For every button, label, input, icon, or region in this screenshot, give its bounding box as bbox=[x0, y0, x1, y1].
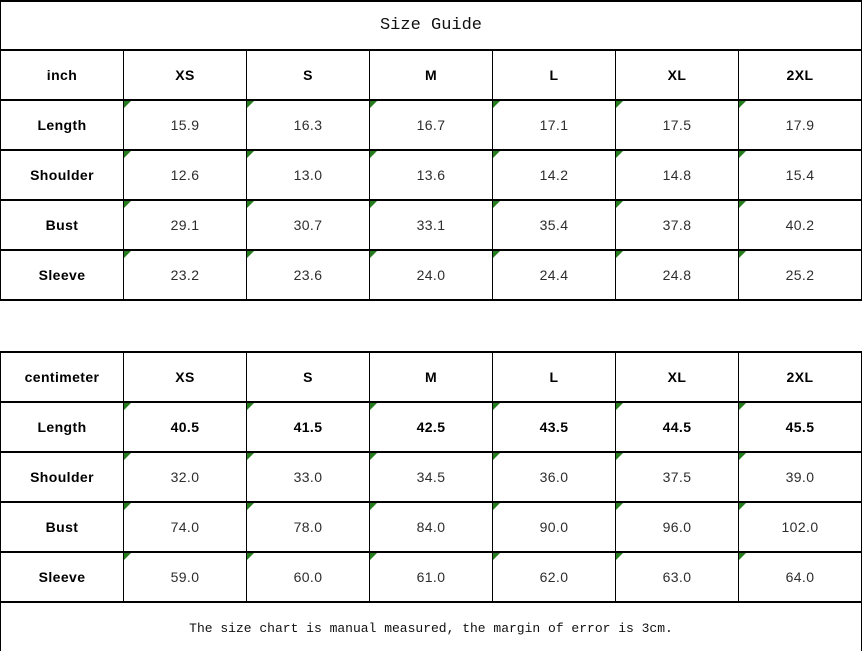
size-value-cell bbox=[739, 502, 862, 552]
size-value-cell bbox=[247, 552, 370, 602]
size-value: 63.0 bbox=[662, 569, 692, 585]
table-row bbox=[1, 452, 862, 502]
cell-corner-marker-icon bbox=[247, 251, 254, 258]
size-value: 35.4 bbox=[539, 217, 569, 233]
size-value: 32.0 bbox=[170, 469, 200, 485]
size-value-cell bbox=[370, 552, 493, 602]
size-value: 29.1 bbox=[170, 217, 200, 233]
size-value: 41.5 bbox=[293, 419, 323, 435]
size-value-cell bbox=[247, 150, 370, 200]
cell-corner-marker-icon bbox=[247, 151, 254, 158]
size-value-cell bbox=[616, 552, 739, 602]
size-value: 62.0 bbox=[539, 569, 569, 585]
cell-corner-marker-icon bbox=[493, 403, 500, 410]
size-value-cell bbox=[124, 200, 247, 250]
cell-corner-marker-icon bbox=[616, 251, 623, 258]
size-column-header: M bbox=[370, 352, 493, 402]
cell-corner-marker-icon bbox=[739, 201, 746, 208]
size-value-cell bbox=[739, 250, 862, 300]
table-header-row bbox=[1, 352, 862, 402]
cell-corner-marker-icon bbox=[247, 553, 254, 560]
size-value-cell bbox=[247, 502, 370, 552]
cell-corner-marker-icon bbox=[493, 151, 500, 158]
size-value: 33.1 bbox=[416, 217, 446, 233]
size-column-header: L bbox=[493, 50, 616, 100]
size-column-header: S bbox=[247, 352, 370, 402]
cell-corner-marker-icon bbox=[370, 453, 377, 460]
size-value: 74.0 bbox=[170, 519, 200, 535]
table-row bbox=[1, 402, 862, 452]
size-value-cell bbox=[124, 250, 247, 300]
row-label: Bust bbox=[1, 502, 124, 552]
cell-corner-marker-icon bbox=[616, 503, 623, 510]
cell-corner-marker-icon bbox=[370, 553, 377, 560]
size-value: 25.2 bbox=[785, 267, 815, 283]
row-label: Length bbox=[1, 100, 124, 150]
size-column-header: S bbox=[247, 50, 370, 100]
size-value-cell bbox=[616, 100, 739, 150]
cell-corner-marker-icon bbox=[247, 101, 254, 108]
centimeter-size-table bbox=[0, 351, 862, 603]
size-value: 60.0 bbox=[293, 569, 323, 585]
size-value: 40.2 bbox=[785, 217, 815, 233]
size-value: 44.5 bbox=[662, 419, 692, 435]
size-guide-title: Size Guide bbox=[0, 0, 862, 49]
size-value: 17.5 bbox=[662, 117, 692, 133]
size-value: 17.1 bbox=[539, 117, 569, 133]
cell-corner-marker-icon bbox=[493, 503, 500, 510]
size-value-cell bbox=[616, 452, 739, 502]
size-value-cell bbox=[124, 552, 247, 602]
cell-corner-marker-icon bbox=[370, 101, 377, 108]
size-column-header: XS bbox=[124, 50, 247, 100]
cell-corner-marker-icon bbox=[739, 151, 746, 158]
cell-corner-marker-icon bbox=[124, 251, 131, 258]
cell-corner-marker-icon bbox=[493, 201, 500, 208]
size-value-cell bbox=[124, 452, 247, 502]
size-value-cell bbox=[247, 100, 370, 150]
size-value: 39.0 bbox=[785, 469, 815, 485]
size-value: 24.4 bbox=[539, 267, 569, 283]
cell-corner-marker-icon bbox=[616, 201, 623, 208]
size-value-cell bbox=[370, 200, 493, 250]
size-value: 24.0 bbox=[416, 267, 446, 283]
size-value: 36.0 bbox=[539, 469, 569, 485]
measurement-disclaimer: The size chart is manual measured, the margin of error is 3cm. bbox=[0, 603, 862, 651]
cell-corner-marker-icon bbox=[493, 453, 500, 460]
size-value-cell bbox=[124, 100, 247, 150]
size-value: 15.4 bbox=[785, 167, 815, 183]
size-value-cell bbox=[616, 502, 739, 552]
size-value-cell bbox=[493, 402, 616, 452]
cell-corner-marker-icon bbox=[124, 201, 131, 208]
size-value-cell bbox=[247, 200, 370, 250]
size-value: 14.8 bbox=[662, 167, 692, 183]
cell-corner-marker-icon bbox=[124, 151, 131, 158]
cell-corner-marker-icon bbox=[739, 101, 746, 108]
table-row bbox=[1, 200, 862, 250]
size-value: 24.8 bbox=[662, 267, 692, 283]
cell-corner-marker-icon bbox=[616, 151, 623, 158]
cell-corner-marker-icon bbox=[124, 403, 131, 410]
size-value: 33.0 bbox=[293, 469, 323, 485]
size-value: 61.0 bbox=[416, 569, 446, 585]
size-value: 40.5 bbox=[170, 419, 200, 435]
size-value: 37.8 bbox=[662, 217, 692, 233]
size-value: 102.0 bbox=[781, 519, 819, 535]
size-column-header: XS bbox=[124, 352, 247, 402]
size-value-cell bbox=[370, 100, 493, 150]
size-value: 13.6 bbox=[416, 167, 446, 183]
size-column-header: M bbox=[370, 50, 493, 100]
row-label: Sleeve bbox=[1, 552, 124, 602]
size-value-cell bbox=[247, 452, 370, 502]
cell-corner-marker-icon bbox=[493, 553, 500, 560]
size-column-header: XL bbox=[616, 50, 739, 100]
size-value: 37.5 bbox=[662, 469, 692, 485]
size-value: 45.5 bbox=[785, 419, 815, 435]
size-value: 16.3 bbox=[293, 117, 323, 133]
size-column-header: 2XL bbox=[739, 50, 862, 100]
size-value: 12.6 bbox=[170, 167, 200, 183]
row-label: Bust bbox=[1, 200, 124, 250]
table-row bbox=[1, 552, 862, 602]
size-value-cell bbox=[370, 402, 493, 452]
cell-corner-marker-icon bbox=[493, 251, 500, 258]
cell-corner-marker-icon bbox=[247, 403, 254, 410]
cell-corner-marker-icon bbox=[124, 503, 131, 510]
cell-corner-marker-icon bbox=[247, 453, 254, 460]
size-value: 84.0 bbox=[416, 519, 446, 535]
size-value: 96.0 bbox=[662, 519, 692, 535]
size-value: 13.0 bbox=[293, 167, 323, 183]
table-row bbox=[1, 150, 862, 200]
cell-corner-marker-icon bbox=[124, 453, 131, 460]
size-value: 64.0 bbox=[785, 569, 815, 585]
table-row bbox=[1, 250, 862, 300]
size-value: 16.7 bbox=[416, 117, 446, 133]
row-label: Shoulder bbox=[1, 452, 124, 502]
size-value-cell bbox=[739, 452, 862, 502]
size-value: 59.0 bbox=[170, 569, 200, 585]
size-value: 15.9 bbox=[170, 117, 200, 133]
cell-corner-marker-icon bbox=[247, 201, 254, 208]
size-column-header: L bbox=[493, 352, 616, 402]
size-value-cell bbox=[247, 250, 370, 300]
size-value-cell bbox=[124, 502, 247, 552]
size-value: 34.5 bbox=[416, 469, 446, 485]
size-value: 43.5 bbox=[539, 419, 569, 435]
table-header-row bbox=[1, 50, 862, 100]
cell-corner-marker-icon bbox=[124, 101, 131, 108]
cell-corner-marker-icon bbox=[247, 503, 254, 510]
row-label: Sleeve bbox=[1, 250, 124, 300]
size-value-cell bbox=[739, 552, 862, 602]
size-column-header: 2XL bbox=[739, 352, 862, 402]
unit-header-cell: inch bbox=[1, 50, 124, 100]
row-label: Shoulder bbox=[1, 150, 124, 200]
unit-header-cell: centimeter bbox=[1, 352, 124, 402]
size-value: 14.2 bbox=[539, 167, 569, 183]
size-value: 30.7 bbox=[293, 217, 323, 233]
size-value-cell bbox=[124, 402, 247, 452]
size-value-cell bbox=[616, 402, 739, 452]
cell-corner-marker-icon bbox=[370, 201, 377, 208]
size-value-cell bbox=[247, 402, 370, 452]
cell-corner-marker-icon bbox=[124, 553, 131, 560]
size-value-cell bbox=[124, 150, 247, 200]
size-value-cell bbox=[493, 150, 616, 200]
table-row bbox=[1, 100, 862, 150]
cell-corner-marker-icon bbox=[370, 503, 377, 510]
inch-size-table bbox=[0, 49, 862, 301]
size-value-cell bbox=[493, 200, 616, 250]
table-row bbox=[1, 502, 862, 552]
size-value-cell bbox=[370, 150, 493, 200]
size-value: 23.6 bbox=[293, 267, 323, 283]
size-value: 42.5 bbox=[416, 419, 446, 435]
size-value: 23.2 bbox=[170, 267, 200, 283]
cell-corner-marker-icon bbox=[493, 101, 500, 108]
cell-corner-marker-icon bbox=[739, 403, 746, 410]
size-value-cell bbox=[739, 402, 862, 452]
size-value-cell bbox=[739, 200, 862, 250]
cell-corner-marker-icon bbox=[739, 553, 746, 560]
size-value-cell bbox=[493, 552, 616, 602]
cell-corner-marker-icon bbox=[370, 403, 377, 410]
size-value-cell bbox=[493, 452, 616, 502]
cell-corner-marker-icon bbox=[616, 403, 623, 410]
cell-corner-marker-icon bbox=[739, 503, 746, 510]
size-value-cell bbox=[493, 100, 616, 150]
cell-corner-marker-icon bbox=[370, 151, 377, 158]
cell-corner-marker-icon bbox=[370, 251, 377, 258]
cell-corner-marker-icon bbox=[739, 453, 746, 460]
size-value-cell bbox=[739, 150, 862, 200]
size-value-cell bbox=[370, 502, 493, 552]
size-value-cell bbox=[616, 150, 739, 200]
row-label: Length bbox=[1, 402, 124, 452]
section-gap bbox=[0, 301, 862, 351]
size-column-header: XL bbox=[616, 352, 739, 402]
cell-corner-marker-icon bbox=[739, 251, 746, 258]
size-value: 78.0 bbox=[293, 519, 323, 535]
size-value-cell bbox=[493, 250, 616, 300]
size-value: 90.0 bbox=[539, 519, 569, 535]
size-value-cell bbox=[616, 250, 739, 300]
cell-corner-marker-icon bbox=[616, 553, 623, 560]
size-value-cell bbox=[616, 200, 739, 250]
size-value: 17.9 bbox=[785, 117, 815, 133]
cell-corner-marker-icon bbox=[616, 101, 623, 108]
size-value-cell bbox=[739, 100, 862, 150]
size-value-cell bbox=[370, 452, 493, 502]
size-value-cell bbox=[493, 502, 616, 552]
cell-corner-marker-icon bbox=[616, 453, 623, 460]
size-value-cell bbox=[370, 250, 493, 300]
